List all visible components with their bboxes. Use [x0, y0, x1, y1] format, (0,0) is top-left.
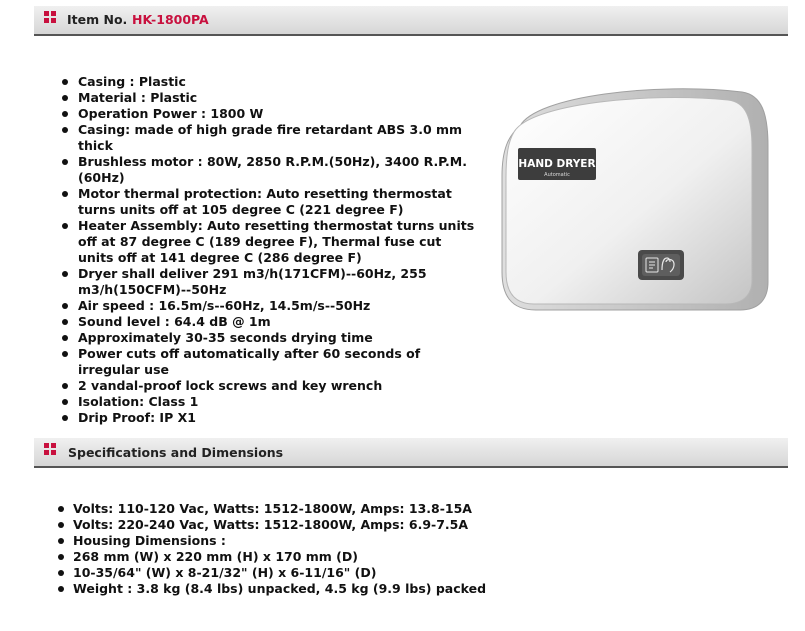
list-item: Weight : 3.8 kg (8.4 lbs) unpacked, 4.5 kg (9.9 lbs) packed — [56, 581, 556, 597]
list-item: Housing Dimensions : — [56, 533, 556, 549]
list-item: Dryer shall deliver 291 m3/h(171CFM)--60Hz, 255 m3/h(150CFM)--50Hz — [60, 266, 480, 298]
list-item: Heater Assembly: Auto resetting thermostat turns units off at 87 degree C (189 degree F), Thermal fuse cut units off at 141 degree C (286 degree F) — [60, 218, 480, 266]
list-item: Air speed : 16.5m/s--60Hz, 14.5m/s--50Hz — [60, 298, 480, 314]
list-item: 2 vandal-proof lock screws and key wrench — [60, 378, 480, 394]
feature-list — [60, 74, 480, 426]
list-item: Casing : Plastic — [60, 74, 480, 90]
cropped-top-text — [0, 0, 805, 2]
list-item: Material : Plastic — [60, 90, 480, 106]
item-label: Item No. — [67, 12, 128, 27]
list-item: Power cuts off automatically after 60 seconds of irregular use — [60, 346, 480, 378]
dryer-label-subtext: Automatic — [544, 172, 570, 178]
list-item: Motor thermal protection: Auto resetting thermostat turns units off at 105 degree C (221 degree F) — [60, 186, 480, 218]
hand-dryer-image — [496, 86, 778, 314]
item-number: HK-1800PA — [132, 12, 209, 27]
list-item: Isolation: Class 1 — [60, 394, 480, 410]
specs-title: Specifications and Dimensions — [68, 445, 284, 460]
list-item: Volts: 220-240 Vac, Watts: 1512-1800W, Amps: 6.9-7.5A — [56, 517, 556, 533]
specs-header-bar — [34, 438, 788, 468]
list-item: Drip Proof: IP X1 — [60, 410, 480, 426]
dryer-label-text: HAND DRYER — [518, 158, 596, 170]
list-item: Casing: made of high grade fire retardant ABS 3.0 mm thick — [60, 122, 480, 154]
list-item: Sound level : 64.4 dB @ 1m — [60, 314, 480, 330]
list-item: Approximately 30-35 seconds drying time — [60, 330, 480, 346]
list-item: Brushless motor : 80W, 2850 R.P.M.(50Hz), 3400 R.P.M.(60Hz) — [60, 154, 480, 186]
dryer-housing-front — [506, 98, 752, 304]
list-item: Operation Power : 1800 W — [60, 106, 480, 122]
square-grid-icon — [44, 443, 57, 456]
list-item: 10-35/64" (W) x 8-21/32" (H) x 6-11/16" (D) — [56, 565, 556, 581]
list-item: 268 mm (W) x 220 mm (H) x 170 mm (D) — [56, 549, 556, 565]
square-grid-icon — [44, 11, 57, 24]
specs-list — [56, 501, 556, 597]
list-item: Volts: 110-120 Vac, Watts: 1512-1800W, Amps: 13.8-15A — [56, 501, 556, 517]
item-header-bar — [34, 6, 788, 36]
